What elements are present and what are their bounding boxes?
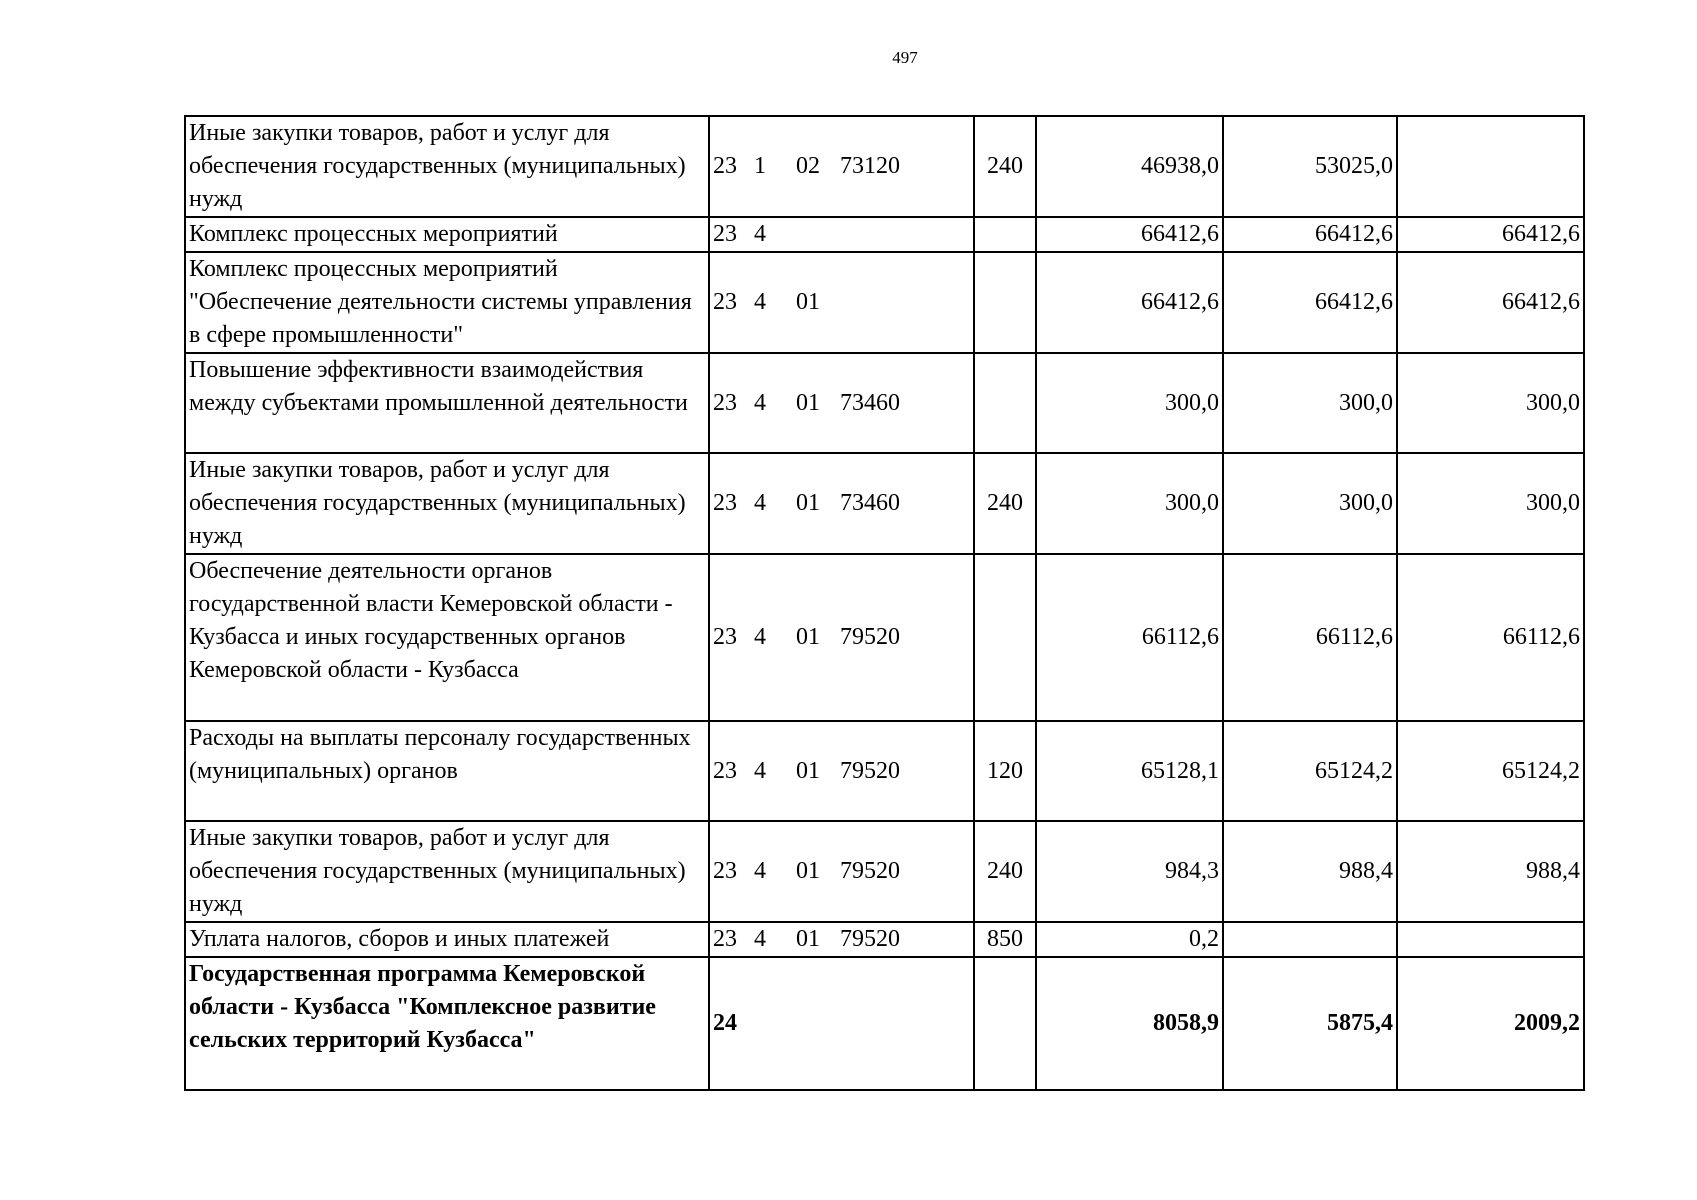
amount-year-1: 65128,1 — [1036, 721, 1223, 821]
direction-code: 73120 — [840, 153, 900, 179]
table-row — [185, 554, 1584, 721]
expense-type-code: 850 — [974, 922, 1036, 957]
subprogram-code: 4 — [754, 858, 766, 884]
amount-year-2: 300,0 — [1223, 353, 1397, 453]
row-name: Расходы на выплаты персоналу государственных (муниципальных) органов — [185, 721, 709, 821]
program-code: 23 — [713, 221, 737, 247]
subprogram-code: 4 — [754, 624, 766, 650]
amount-year-2: 300,0 — [1223, 453, 1397, 554]
table-row — [185, 116, 1584, 217]
amount-year-1: 0,2 — [1036, 922, 1223, 957]
direction-code: 79520 — [840, 624, 900, 650]
amount-year-3: 300,0 — [1397, 453, 1584, 554]
budget-table — [184, 115, 1585, 1091]
row-codes — [709, 217, 974, 252]
program-code: 23 — [713, 757, 737, 784]
row-name: Иные закупки товаров, работ и услуг для обеспечения государственных (муниципальных) нужд — [185, 116, 709, 217]
expense-type-code — [974, 217, 1036, 252]
main-activity-code: 01 — [796, 858, 820, 884]
row-codes — [709, 721, 974, 821]
direction-code: 79520 — [840, 858, 900, 884]
program-code: 23 — [713, 624, 737, 650]
program-code: 23 — [713, 926, 737, 952]
program-code: 23 — [713, 389, 737, 416]
direction-code: 79520 — [840, 926, 900, 952]
table-row — [185, 922, 1584, 957]
expense-type-code: 120 — [974, 721, 1036, 821]
amount-year-3: 66412,6 — [1397, 217, 1584, 252]
expense-type-code: 240 — [974, 116, 1036, 217]
direction-code: 73460 — [840, 490, 900, 516]
row-codes — [709, 353, 974, 453]
table-row — [185, 821, 1584, 922]
table-row — [185, 453, 1584, 554]
table-row — [185, 353, 1584, 453]
row-codes — [709, 453, 974, 554]
row-name: Уплата налогов, сборов и иных платежей — [185, 922, 709, 957]
main-activity-code: 01 — [796, 926, 820, 952]
amount-year-1: 66412,6 — [1036, 252, 1223, 353]
amount-year-2: 66112,6 — [1223, 554, 1397, 721]
amount-year-2 — [1223, 922, 1397, 957]
direction-code: 79520 — [840, 757, 900, 784]
program-code: 23 — [713, 858, 737, 884]
expense-type-code — [974, 957, 1036, 1090]
subprogram-code: 4 — [754, 926, 766, 952]
main-activity-code: 01 — [796, 757, 820, 784]
main-activity-code: 01 — [796, 389, 820, 416]
amount-year-1: 300,0 — [1036, 453, 1223, 554]
row-name: Обеспечение деятельности органов государственной власти Кемеровской области - Кузбасса и иных государственных органов Кемеровской области - Кузбасса — [185, 554, 709, 721]
program-code: 23 — [713, 289, 737, 315]
main-activity-code: 01 — [796, 289, 820, 315]
row-codes — [709, 821, 974, 922]
amount-year-3 — [1397, 116, 1584, 217]
row-name: Иные закупки товаров, работ и услуг для обеспечения государственных (муниципальных) нужд — [185, 453, 709, 554]
amount-year-2: 65124,2 — [1223, 721, 1397, 821]
row-codes — [709, 957, 974, 1090]
amount-year-3: 66112,6 — [1397, 554, 1584, 721]
amount-year-3: 66412,6 — [1397, 252, 1584, 353]
amount-year-1: 66112,6 — [1036, 554, 1223, 721]
expense-type-code — [974, 252, 1036, 353]
expense-type-code — [974, 353, 1036, 453]
amount-year-1: 66412,6 — [1036, 217, 1223, 252]
subprogram-code: 4 — [754, 221, 766, 247]
amount-year-2: 66412,6 — [1223, 217, 1397, 252]
amount-year-1: 984,3 — [1036, 821, 1223, 922]
amount-year-2: 66412,6 — [1223, 252, 1397, 353]
subprogram-code: 1 — [754, 153, 766, 179]
amount-year-1: 300,0 — [1036, 353, 1223, 453]
amount-year-2: 988,4 — [1223, 821, 1397, 922]
subprogram-code: 4 — [754, 389, 766, 416]
program-code: 23 — [713, 490, 737, 516]
expense-type-code: 240 — [974, 821, 1036, 922]
table-row — [185, 252, 1584, 353]
row-name: Комплекс процессных мероприятий "Обеспечение деятельности системы управления в сфере промышленности" — [185, 252, 709, 353]
subprogram-code: 4 — [754, 490, 766, 516]
subprogram-code: 4 — [754, 757, 766, 784]
row-name: Комплекс процессных мероприятий — [185, 217, 709, 252]
amount-year-1: 8058,9 — [1036, 957, 1223, 1090]
main-activity-code: 01 — [796, 624, 820, 650]
main-activity-code: 02 — [796, 153, 820, 179]
amount-year-3: 2009,2 — [1397, 957, 1584, 1090]
amount-year-2: 53025,0 — [1223, 116, 1397, 217]
page-number: 497 — [892, 48, 918, 67]
row-codes — [709, 922, 974, 957]
amount-year-1: 46938,0 — [1036, 116, 1223, 217]
amount-year-3: 300,0 — [1397, 353, 1584, 453]
expense-type-code: 240 — [974, 453, 1036, 554]
amount-year-3: 65124,2 — [1397, 721, 1584, 821]
program-code: 23 — [713, 153, 737, 179]
row-codes — [709, 116, 974, 217]
table-row — [185, 217, 1584, 252]
expense-type-code — [974, 554, 1036, 721]
table-row-total — [185, 957, 1584, 1090]
row-codes — [709, 252, 974, 353]
amount-year-3: 988,4 — [1397, 821, 1584, 922]
table-row — [185, 721, 1584, 821]
amount-year-2: 5875,4 — [1223, 957, 1397, 1090]
main-activity-code: 01 — [796, 490, 820, 516]
subprogram-code: 4 — [754, 289, 766, 315]
row-name: Государственная программа Кемеровской области - Кузбасса "Комплексное развитие сельских территорий Кузбасса" — [185, 957, 709, 1090]
amount-year-3 — [1397, 922, 1584, 957]
direction-code: 73460 — [840, 389, 900, 416]
row-codes — [709, 554, 974, 721]
row-name: Иные закупки товаров, работ и услуг для обеспечения государственных (муниципальных) нужд — [185, 821, 709, 922]
program-code: 24 — [713, 1010, 737, 1036]
row-name: Повышение эффективности взаимодействия между субъектами промышленной деятельности — [185, 353, 709, 453]
